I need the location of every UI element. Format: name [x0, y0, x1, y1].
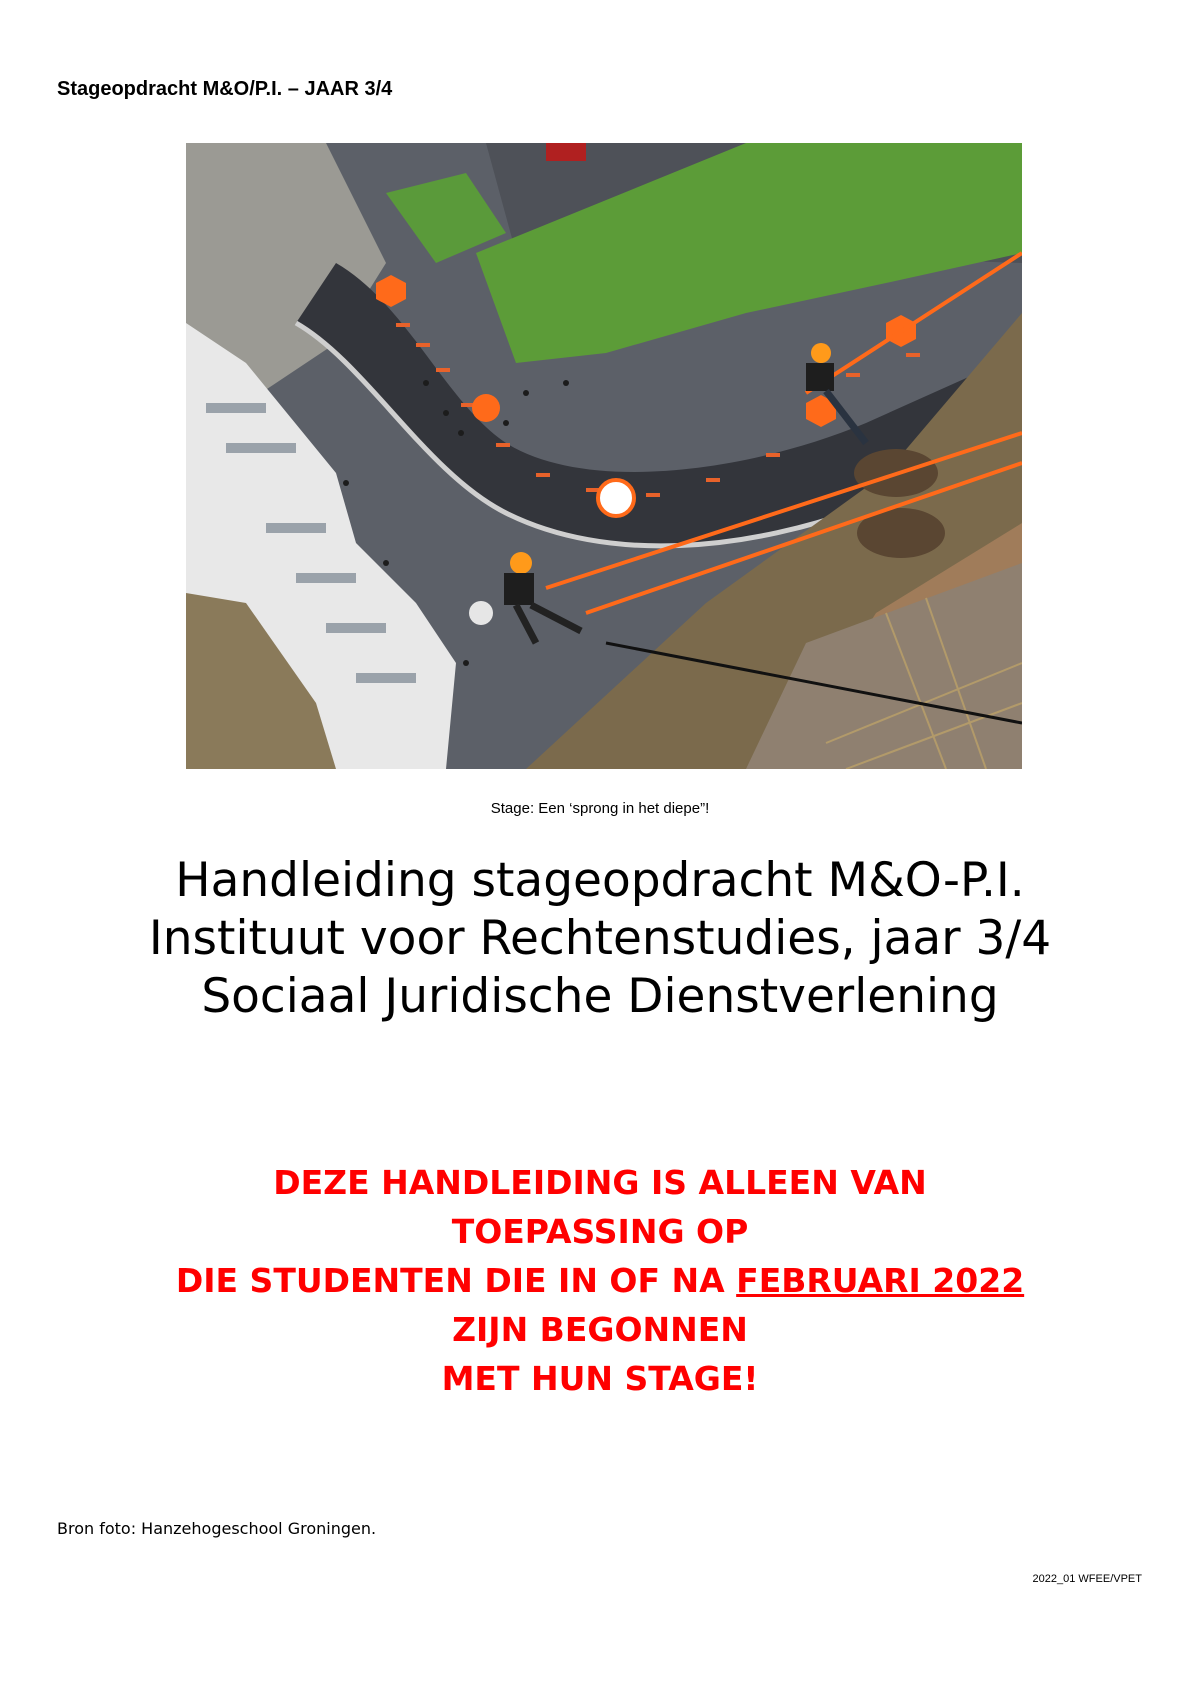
warning-line-3	[0, 1256, 1200, 1305]
warning-line-1: DEZE HANDLEIDING IS ALLEEN VAN	[273, 1163, 927, 1202]
photo-source: Bron foto: Hanzehogeschool Groningen.	[57, 1519, 377, 1538]
warning-line-4: ZIJN BEGONNEN	[452, 1310, 748, 1349]
document-title	[0, 852, 1200, 1026]
photo-abseiling-building-icon	[186, 143, 1022, 769]
title-line-1: Handleiding stageopdracht M&O-P.I.	[175, 853, 1025, 908]
document-code: 2022_01 WFEE/VPET	[1032, 1573, 1142, 1585]
warning-line-3-prefix: DIE STUDENTEN DIE IN OF NA	[175, 1261, 737, 1300]
document-header: Stageopdracht M&O/P.I. – JAAR 3/4	[57, 78, 393, 100]
photo-caption: Stage: Een ‘sprong in het diepe”!	[490, 800, 710, 817]
warning-line-2: TOEPASSING OP	[451, 1212, 749, 1251]
warning-date: FEBRUARI 2022	[736, 1261, 1025, 1300]
cover-photo	[186, 143, 1022, 769]
title-line-2: Instituut voor Rechtenstudies, jaar 3/4	[148, 911, 1052, 966]
warning-notice	[0, 1158, 1200, 1403]
warning-line-5: MET HUN STAGE!	[441, 1359, 759, 1398]
title-line-3: Sociaal Juridische Dienstverlening	[201, 969, 999, 1024]
